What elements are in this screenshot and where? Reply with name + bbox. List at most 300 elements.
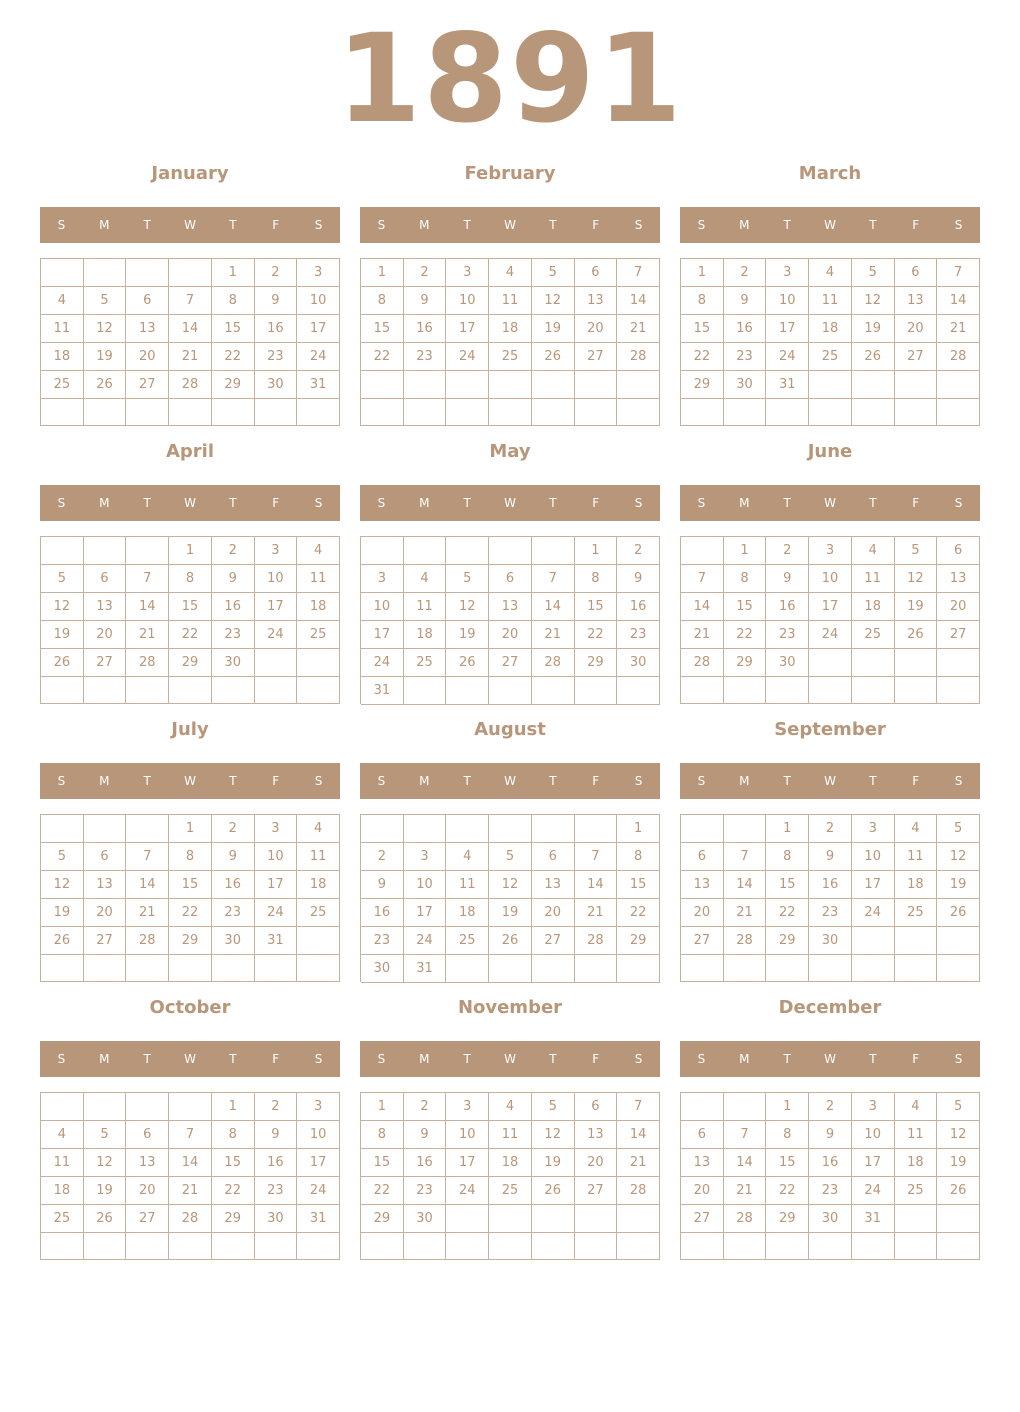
day-cell: 24 bbox=[766, 343, 809, 371]
empty-day-cell bbox=[809, 677, 852, 704]
day-cell: 30 bbox=[361, 955, 404, 983]
day-cell: 4 bbox=[852, 537, 895, 565]
day-cell: 18 bbox=[41, 343, 84, 371]
day-cell: 11 bbox=[297, 843, 340, 871]
day-cell: 14 bbox=[681, 593, 724, 621]
day-cell: 4 bbox=[446, 843, 489, 871]
day-cell: 3 bbox=[852, 1093, 895, 1121]
weekday-header bbox=[40, 207, 340, 243]
day-cell: 20 bbox=[937, 593, 980, 621]
empty-day-cell bbox=[489, 1205, 532, 1233]
weekday-label: T bbox=[783, 1052, 791, 1066]
day-grid bbox=[360, 258, 660, 426]
day-cell: 8 bbox=[212, 1121, 255, 1149]
weekday-label: T bbox=[869, 496, 877, 510]
weekday-label: W bbox=[504, 218, 516, 232]
empty-day-cell bbox=[255, 955, 298, 982]
day-cell: 19 bbox=[84, 343, 127, 371]
empty-day-cell bbox=[489, 955, 532, 983]
day-cell: 14 bbox=[532, 593, 575, 621]
empty-day-cell bbox=[212, 955, 255, 982]
weekday-label: T bbox=[549, 496, 557, 510]
day-cell: 19 bbox=[852, 315, 895, 343]
day-cell: 18 bbox=[41, 1177, 84, 1205]
weekday-label: S bbox=[377, 774, 386, 788]
day-cell: 17 bbox=[852, 1149, 895, 1177]
day-cell: 16 bbox=[404, 315, 447, 343]
day-grid bbox=[360, 536, 660, 704]
weekday-label: T bbox=[463, 774, 471, 788]
day-cell: 5 bbox=[532, 259, 575, 287]
weekday-label: S bbox=[634, 774, 643, 788]
day-cell: 17 bbox=[255, 871, 298, 899]
empty-day-cell bbox=[895, 399, 938, 426]
day-cell: 3 bbox=[361, 565, 404, 593]
day-cell: 13 bbox=[937, 565, 980, 593]
day-cell: 16 bbox=[617, 593, 660, 621]
empty-day-cell bbox=[724, 399, 767, 426]
empty-day-cell bbox=[297, 1233, 340, 1260]
day-cell: 9 bbox=[255, 1121, 298, 1149]
day-cell: 18 bbox=[297, 871, 340, 899]
weekday-label: F bbox=[912, 218, 920, 232]
day-cell: 23 bbox=[212, 899, 255, 927]
day-cell: 20 bbox=[575, 1149, 618, 1177]
day-cell: 24 bbox=[297, 343, 340, 371]
empty-day-cell bbox=[126, 955, 169, 982]
day-cell: 12 bbox=[41, 593, 84, 621]
day-cell: 25 bbox=[404, 649, 447, 677]
day-cell: 23 bbox=[212, 621, 255, 649]
weekday-label: W bbox=[184, 218, 196, 232]
weekday-label: T bbox=[549, 1052, 557, 1066]
empty-day-cell bbox=[404, 1233, 447, 1260]
empty-day-cell bbox=[852, 927, 895, 955]
day-cell: 13 bbox=[895, 287, 938, 315]
day-cell: 10 bbox=[446, 1121, 489, 1149]
empty-day-cell bbox=[937, 399, 980, 426]
day-cell: 6 bbox=[575, 259, 618, 287]
weekday-label: F bbox=[912, 1052, 920, 1066]
weekday-header bbox=[680, 485, 980, 521]
day-cell: 18 bbox=[297, 593, 340, 621]
weekday-label: M bbox=[739, 774, 750, 788]
month-title: January bbox=[151, 163, 229, 184]
day-cell: 19 bbox=[489, 899, 532, 927]
day-cell: 8 bbox=[766, 843, 809, 871]
day-cell: 10 bbox=[852, 843, 895, 871]
empty-day-cell bbox=[446, 1205, 489, 1233]
day-grid bbox=[40, 814, 340, 982]
day-cell: 9 bbox=[212, 565, 255, 593]
empty-day-cell bbox=[446, 399, 489, 427]
weekday-label: W bbox=[504, 496, 516, 510]
day-cell: 29 bbox=[169, 649, 212, 677]
day-cell: 14 bbox=[575, 871, 618, 899]
weekday-label: F bbox=[592, 218, 600, 232]
day-cell: 7 bbox=[575, 843, 618, 871]
month-title: February bbox=[464, 163, 556, 184]
day-cell: 16 bbox=[724, 315, 767, 343]
day-cell: 14 bbox=[126, 593, 169, 621]
day-cell: 17 bbox=[446, 315, 489, 343]
day-cell: 16 bbox=[255, 315, 298, 343]
day-cell: 21 bbox=[169, 343, 212, 371]
day-cell: 2 bbox=[255, 259, 298, 287]
empty-day-cell bbox=[361, 371, 404, 399]
day-cell: 23 bbox=[766, 621, 809, 649]
weekday-label: T bbox=[229, 1052, 237, 1066]
weekday-label: S bbox=[314, 1052, 323, 1066]
day-cell: 14 bbox=[724, 871, 767, 899]
day-cell: 25 bbox=[41, 371, 84, 399]
empty-day-cell bbox=[809, 399, 852, 426]
empty-day-cell bbox=[937, 955, 980, 982]
day-cell: 1 bbox=[766, 815, 809, 843]
day-cell: 17 bbox=[297, 1149, 340, 1177]
empty-day-cell bbox=[617, 677, 660, 705]
day-cell: 27 bbox=[937, 621, 980, 649]
weekday-label: M bbox=[419, 218, 430, 232]
weekday-label: F bbox=[272, 218, 280, 232]
weekday-label: T bbox=[463, 496, 471, 510]
empty-day-cell bbox=[532, 677, 575, 705]
empty-day-cell bbox=[766, 1233, 809, 1260]
day-cell: 26 bbox=[41, 927, 84, 955]
day-cell: 29 bbox=[617, 927, 660, 955]
empty-day-cell bbox=[852, 1233, 895, 1260]
day-cell: 15 bbox=[766, 871, 809, 899]
empty-day-cell bbox=[404, 371, 447, 399]
year-title: 1891 bbox=[336, 8, 684, 150]
day-cell: 9 bbox=[361, 871, 404, 899]
day-cell: 12 bbox=[532, 287, 575, 315]
empty-day-cell bbox=[84, 537, 127, 565]
day-cell: 5 bbox=[532, 1093, 575, 1121]
day-cell: 21 bbox=[126, 899, 169, 927]
empty-day-cell bbox=[937, 1205, 980, 1233]
empty-day-cell bbox=[404, 399, 447, 427]
day-cell: 31 bbox=[297, 1205, 340, 1233]
empty-day-cell bbox=[446, 1233, 489, 1260]
weekday-label: S bbox=[314, 496, 323, 510]
day-cell: 14 bbox=[169, 1149, 212, 1177]
empty-day-cell bbox=[84, 1233, 127, 1260]
weekday-header bbox=[680, 763, 980, 799]
weekday-label: W bbox=[184, 774, 196, 788]
day-cell: 9 bbox=[212, 843, 255, 871]
day-cell: 16 bbox=[404, 1149, 447, 1177]
empty-day-cell bbox=[617, 1205, 660, 1233]
empty-day-cell bbox=[489, 537, 532, 565]
day-cell: 19 bbox=[895, 593, 938, 621]
day-cell: 23 bbox=[361, 927, 404, 955]
day-cell: 26 bbox=[937, 899, 980, 927]
weekday-label: F bbox=[592, 496, 600, 510]
empty-day-cell bbox=[852, 399, 895, 426]
day-cell: 22 bbox=[169, 899, 212, 927]
empty-day-cell bbox=[126, 537, 169, 565]
empty-day-cell bbox=[809, 649, 852, 677]
day-cell: 11 bbox=[41, 1149, 84, 1177]
day-cell: 5 bbox=[852, 259, 895, 287]
day-cell: 22 bbox=[212, 1177, 255, 1205]
weekday-label: W bbox=[824, 218, 836, 232]
day-cell: 2 bbox=[766, 537, 809, 565]
day-cell: 23 bbox=[809, 899, 852, 927]
day-cell: 21 bbox=[937, 315, 980, 343]
day-cell: 17 bbox=[404, 899, 447, 927]
empty-day-cell bbox=[724, 677, 767, 704]
day-cell: 28 bbox=[617, 343, 660, 371]
empty-day-cell bbox=[255, 677, 298, 704]
empty-day-cell bbox=[895, 677, 938, 704]
day-cell: 10 bbox=[297, 287, 340, 315]
day-cell: 21 bbox=[681, 621, 724, 649]
day-cell: 4 bbox=[404, 565, 447, 593]
day-cell: 4 bbox=[489, 259, 532, 287]
day-cell: 27 bbox=[681, 1205, 724, 1233]
day-cell: 22 bbox=[575, 621, 618, 649]
day-cell: 12 bbox=[937, 1121, 980, 1149]
day-cell: 1 bbox=[212, 1093, 255, 1121]
day-cell: 4 bbox=[895, 1093, 938, 1121]
empty-day-cell bbox=[255, 399, 298, 426]
day-cell: 22 bbox=[681, 343, 724, 371]
empty-day-cell bbox=[41, 677, 84, 704]
day-cell: 8 bbox=[169, 843, 212, 871]
day-cell: 5 bbox=[84, 287, 127, 315]
empty-day-cell bbox=[489, 371, 532, 399]
day-cell: 29 bbox=[681, 371, 724, 399]
empty-day-cell bbox=[297, 677, 340, 704]
day-cell: 26 bbox=[895, 621, 938, 649]
empty-day-cell bbox=[41, 399, 84, 426]
day-cell: 2 bbox=[361, 843, 404, 871]
day-cell: 18 bbox=[895, 871, 938, 899]
day-cell: 18 bbox=[404, 621, 447, 649]
day-cell: 22 bbox=[766, 1177, 809, 1205]
day-cell: 17 bbox=[255, 593, 298, 621]
day-cell: 6 bbox=[895, 259, 938, 287]
day-cell: 17 bbox=[852, 871, 895, 899]
day-cell: 29 bbox=[169, 927, 212, 955]
day-cell: 21 bbox=[724, 899, 767, 927]
day-cell: 27 bbox=[681, 927, 724, 955]
day-cell: 29 bbox=[766, 1205, 809, 1233]
day-cell: 24 bbox=[446, 1177, 489, 1205]
empty-day-cell bbox=[809, 955, 852, 982]
day-cell: 27 bbox=[575, 1177, 618, 1205]
day-cell: 1 bbox=[361, 1093, 404, 1121]
weekday-label: S bbox=[697, 496, 706, 510]
empty-day-cell bbox=[126, 677, 169, 704]
day-cell: 28 bbox=[937, 343, 980, 371]
day-cell: 11 bbox=[297, 565, 340, 593]
empty-day-cell bbox=[575, 371, 618, 399]
day-cell: 24 bbox=[852, 899, 895, 927]
day-cell: 1 bbox=[575, 537, 618, 565]
day-cell: 1 bbox=[169, 537, 212, 565]
day-cell: 17 bbox=[361, 621, 404, 649]
day-cell: 6 bbox=[681, 843, 724, 871]
empty-day-cell bbox=[937, 677, 980, 704]
day-cell: 24 bbox=[809, 621, 852, 649]
day-cell: 26 bbox=[489, 927, 532, 955]
weekday-label: W bbox=[504, 1052, 516, 1066]
day-cell: 8 bbox=[361, 287, 404, 315]
empty-day-cell bbox=[532, 399, 575, 427]
empty-day-cell bbox=[617, 399, 660, 427]
day-cell: 4 bbox=[809, 259, 852, 287]
day-cell: 31 bbox=[766, 371, 809, 399]
day-cell: 12 bbox=[489, 871, 532, 899]
day-cell: 6 bbox=[84, 843, 127, 871]
day-cell: 2 bbox=[212, 537, 255, 565]
day-cell: 17 bbox=[297, 315, 340, 343]
day-cell: 25 bbox=[489, 343, 532, 371]
weekday-label: S bbox=[57, 218, 66, 232]
day-cell: 29 bbox=[212, 371, 255, 399]
empty-day-cell bbox=[361, 537, 404, 565]
day-cell: 7 bbox=[681, 565, 724, 593]
day-cell: 3 bbox=[297, 259, 340, 287]
day-cell: 9 bbox=[404, 287, 447, 315]
day-cell: 18 bbox=[446, 899, 489, 927]
day-cell: 1 bbox=[212, 259, 255, 287]
day-cell: 27 bbox=[84, 649, 127, 677]
weekday-label: T bbox=[229, 496, 237, 510]
weekday-header bbox=[680, 1041, 980, 1077]
day-cell: 10 bbox=[255, 565, 298, 593]
day-cell: 8 bbox=[724, 565, 767, 593]
day-cell: 16 bbox=[809, 1149, 852, 1177]
empty-day-cell bbox=[489, 677, 532, 705]
month-title: April bbox=[165, 441, 215, 462]
day-cell: 28 bbox=[532, 649, 575, 677]
empty-day-cell bbox=[895, 649, 938, 677]
day-cell: 1 bbox=[724, 537, 767, 565]
weekday-label: S bbox=[377, 1052, 386, 1066]
day-cell: 8 bbox=[169, 565, 212, 593]
day-cell: 24 bbox=[361, 649, 404, 677]
day-cell: 20 bbox=[895, 315, 938, 343]
day-cell: 19 bbox=[84, 1177, 127, 1205]
day-cell: 15 bbox=[575, 593, 618, 621]
day-cell: 13 bbox=[126, 315, 169, 343]
empty-day-cell bbox=[532, 1233, 575, 1260]
day-cell: 30 bbox=[724, 371, 767, 399]
day-cell: 20 bbox=[126, 343, 169, 371]
day-cell: 15 bbox=[361, 315, 404, 343]
day-cell: 7 bbox=[532, 565, 575, 593]
empty-day-cell bbox=[575, 677, 618, 705]
day-cell: 14 bbox=[126, 871, 169, 899]
day-cell: 26 bbox=[852, 343, 895, 371]
day-cell: 16 bbox=[766, 593, 809, 621]
empty-day-cell bbox=[41, 1093, 84, 1121]
empty-day-cell bbox=[297, 399, 340, 426]
weekday-label: T bbox=[229, 774, 237, 788]
day-cell: 25 bbox=[895, 1177, 938, 1205]
empty-day-cell bbox=[126, 1233, 169, 1260]
day-cell: 30 bbox=[404, 1205, 447, 1233]
day-cell: 1 bbox=[361, 259, 404, 287]
empty-day-cell bbox=[212, 399, 255, 426]
weekday-label: S bbox=[57, 774, 66, 788]
day-cell: 10 bbox=[361, 593, 404, 621]
empty-day-cell bbox=[84, 815, 127, 843]
day-cell: 13 bbox=[575, 1121, 618, 1149]
empty-day-cell bbox=[895, 955, 938, 982]
weekday-label: M bbox=[99, 218, 110, 232]
day-cell: 9 bbox=[617, 565, 660, 593]
day-cell: 20 bbox=[84, 899, 127, 927]
day-cell: 18 bbox=[489, 315, 532, 343]
day-cell: 21 bbox=[126, 621, 169, 649]
day-cell: 5 bbox=[41, 843, 84, 871]
empty-day-cell bbox=[169, 1233, 212, 1260]
day-cell: 19 bbox=[937, 1149, 980, 1177]
day-cell: 2 bbox=[404, 259, 447, 287]
empty-day-cell bbox=[84, 259, 127, 287]
weekday-header bbox=[40, 1041, 340, 1077]
empty-day-cell bbox=[41, 955, 84, 982]
day-cell: 11 bbox=[446, 871, 489, 899]
empty-day-cell bbox=[361, 1233, 404, 1260]
day-cell: 13 bbox=[532, 871, 575, 899]
day-cell: 13 bbox=[575, 287, 618, 315]
weekday-header bbox=[40, 763, 340, 799]
day-cell: 5 bbox=[84, 1121, 127, 1149]
day-cell: 3 bbox=[766, 259, 809, 287]
weekday-label: T bbox=[143, 774, 151, 788]
weekday-label: S bbox=[634, 218, 643, 232]
day-cell: 26 bbox=[41, 649, 84, 677]
day-cell: 25 bbox=[297, 621, 340, 649]
day-cell: 28 bbox=[169, 371, 212, 399]
day-cell: 19 bbox=[41, 621, 84, 649]
weekday-label: S bbox=[57, 1052, 66, 1066]
day-cell: 27 bbox=[489, 649, 532, 677]
weekday-label: M bbox=[419, 1052, 430, 1066]
empty-day-cell bbox=[126, 259, 169, 287]
day-cell: 10 bbox=[852, 1121, 895, 1149]
weekday-label: S bbox=[314, 218, 323, 232]
day-cell: 12 bbox=[84, 1149, 127, 1177]
empty-day-cell bbox=[84, 677, 127, 704]
day-cell: 4 bbox=[489, 1093, 532, 1121]
day-cell: 31 bbox=[361, 677, 404, 705]
weekday-label: S bbox=[697, 218, 706, 232]
day-cell: 8 bbox=[575, 565, 618, 593]
weekday-label: M bbox=[739, 496, 750, 510]
day-cell: 10 bbox=[766, 287, 809, 315]
empty-day-cell bbox=[212, 1233, 255, 1260]
day-cell: 2 bbox=[617, 537, 660, 565]
day-cell: 6 bbox=[84, 565, 127, 593]
weekday-label: T bbox=[869, 218, 877, 232]
day-cell: 26 bbox=[84, 371, 127, 399]
empty-day-cell bbox=[852, 649, 895, 677]
weekday-label: F bbox=[272, 496, 280, 510]
day-cell: 6 bbox=[575, 1093, 618, 1121]
day-cell: 13 bbox=[681, 871, 724, 899]
empty-day-cell bbox=[724, 1233, 767, 1260]
day-cell: 23 bbox=[404, 343, 447, 371]
day-cell: 15 bbox=[212, 315, 255, 343]
day-cell: 11 bbox=[895, 843, 938, 871]
